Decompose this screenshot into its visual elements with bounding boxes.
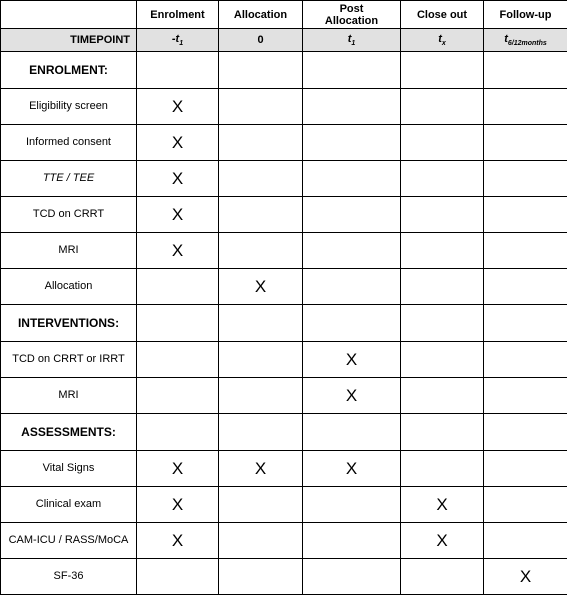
- activity-label: TTE / TEE: [1, 161, 137, 197]
- check-mark: X: [171, 530, 184, 550]
- section-header-row: [1, 52, 567, 89]
- check-mark: X: [436, 494, 448, 514]
- check-mark: X: [519, 566, 532, 586]
- cell-allocation: [219, 197, 303, 233]
- check-mark: X: [171, 458, 184, 478]
- cell-enrolment: [137, 451, 219, 487]
- timepoint-allocation: [219, 29, 303, 52]
- section-empty-cell: [303, 52, 401, 89]
- check-mark: X: [436, 530, 448, 550]
- cell-enrolment: [137, 378, 219, 414]
- header-allocation: Allocation: [219, 1, 303, 29]
- section-empty-cell: [484, 52, 567, 89]
- check-mark: X: [171, 132, 184, 152]
- column-header-row: [1, 1, 567, 29]
- activity-row: [1, 269, 567, 305]
- cell-follow-up: [484, 559, 567, 595]
- check-mark: X: [171, 204, 184, 224]
- timepoint-sub: 6/12months: [507, 40, 547, 48]
- activity-row: [1, 342, 567, 378]
- section-header-row: [1, 414, 567, 451]
- cell-enrolment: [137, 342, 219, 378]
- cell-allocation: [219, 559, 303, 595]
- cell-follow-up: [484, 487, 567, 523]
- timepoint-value: t: [504, 32, 508, 45]
- cell-follow-up: [484, 342, 567, 378]
- cell-allocation: [219, 523, 303, 559]
- timepoint-value: -t: [171, 32, 180, 45]
- activity-row: [1, 161, 567, 197]
- cell-enrolment: [137, 523, 219, 559]
- cell-post-allocation: [303, 559, 401, 595]
- activity-row: [1, 125, 567, 161]
- section-title: ASSESSMENTS:: [1, 414, 137, 451]
- timepoint-sub: 1: [179, 40, 184, 48]
- cell-allocation: [219, 125, 303, 161]
- cell-enrolment: [137, 125, 219, 161]
- check-mark: X: [171, 240, 184, 260]
- activity-label: TCD on CRRT or IRRT: [1, 342, 137, 378]
- check-mark: X: [345, 349, 358, 369]
- timepoint-post-allocation: [303, 29, 401, 52]
- table-body: [1, 1, 567, 595]
- cell-follow-up: [484, 451, 567, 487]
- cell-close-out: [401, 161, 484, 197]
- cell-close-out: [401, 559, 484, 595]
- cell-post-allocation: [303, 197, 401, 233]
- cell-follow-up: [484, 197, 567, 233]
- check-mark: X: [254, 276, 267, 296]
- section-empty-cell: [484, 414, 567, 451]
- activity-label: MRI: [1, 233, 137, 269]
- activity-row: [1, 197, 567, 233]
- cell-follow-up: [484, 378, 567, 414]
- cell-post-allocation: [303, 125, 401, 161]
- cell-close-out: [401, 269, 484, 305]
- check-mark: X: [171, 96, 184, 116]
- activity-row: [1, 487, 567, 523]
- section-title: INTERVENTIONS:: [1, 305, 137, 342]
- cell-close-out: [401, 451, 484, 487]
- section-empty-cell: [484, 305, 567, 342]
- activity-label: Vital Signs: [1, 451, 137, 487]
- cell-follow-up: [484, 161, 567, 197]
- cell-close-out: [401, 487, 484, 523]
- cell-post-allocation: [303, 161, 401, 197]
- timepoint-sub: x: [441, 40, 446, 48]
- activity-label: CAM-ICU / RASS/MoCA: [1, 523, 137, 559]
- activity-label: Clinical exam: [1, 487, 137, 523]
- cell-allocation: [219, 161, 303, 197]
- cell-follow-up: [484, 269, 567, 305]
- cell-allocation: [219, 342, 303, 378]
- cell-close-out: [401, 197, 484, 233]
- check-mark: X: [345, 385, 358, 405]
- activity-row: [1, 233, 567, 269]
- cell-enrolment: [137, 487, 219, 523]
- timepoint-enrolment: [137, 29, 219, 52]
- cell-close-out: [401, 233, 484, 269]
- section-empty-cell: [137, 305, 219, 342]
- cell-follow-up: [484, 523, 567, 559]
- section-empty-cell: [137, 52, 219, 89]
- activity-row: [1, 89, 567, 125]
- activity-label: SF-36: [1, 559, 137, 595]
- activity-row: [1, 523, 567, 559]
- section-empty-cell: [401, 305, 484, 342]
- section-empty-cell: [137, 414, 219, 451]
- activity-row: [1, 378, 567, 414]
- timepoint-close-out: [401, 29, 484, 52]
- cell-allocation: [219, 487, 303, 523]
- cell-close-out: [401, 342, 484, 378]
- cell-close-out: [401, 89, 484, 125]
- section-empty-cell: [401, 414, 484, 451]
- cell-post-allocation: [303, 89, 401, 125]
- cell-enrolment: [137, 233, 219, 269]
- header-post-allocation: [303, 1, 401, 29]
- check-mark: X: [171, 494, 184, 514]
- cell-post-allocation: [303, 269, 401, 305]
- header-close-out: Close out: [401, 1, 484, 29]
- cell-follow-up: [484, 89, 567, 125]
- activity-label: Allocation: [1, 269, 137, 305]
- timepoint-value: t: [438, 32, 442, 45]
- timepoint-sub: 1: [351, 40, 356, 48]
- timepoint-label: TIMEPOINT: [1, 29, 137, 52]
- cell-enrolment: [137, 197, 219, 233]
- cell-post-allocation: [303, 487, 401, 523]
- section-empty-cell: [303, 414, 401, 451]
- timepoint-value: 0: [257, 34, 264, 46]
- section-empty-cell: [219, 52, 303, 89]
- timepoint-row: [1, 29, 567, 52]
- cell-follow-up: [484, 125, 567, 161]
- cell-allocation: [219, 89, 303, 125]
- activity-row: [1, 559, 567, 595]
- activity-label: Informed consent: [1, 125, 137, 161]
- cell-allocation: [219, 451, 303, 487]
- timepoint-follow-up: [484, 29, 567, 52]
- cell-enrolment: [137, 269, 219, 305]
- cell-enrolment: [137, 559, 219, 595]
- cell-post-allocation: [303, 451, 401, 487]
- cell-post-allocation: [303, 342, 401, 378]
- activity-label: Eligibility screen: [1, 89, 137, 125]
- section-title: ENROLMENT:: [1, 52, 137, 89]
- header-follow-up: Follow-up: [484, 1, 567, 29]
- check-mark: X: [254, 458, 267, 478]
- cell-enrolment: [137, 89, 219, 125]
- timepoint-value: t: [347, 32, 352, 45]
- cell-allocation: [219, 378, 303, 414]
- check-mark: X: [345, 458, 358, 478]
- cell-allocation: [219, 269, 303, 305]
- header-enrolment: Enrolment: [137, 1, 219, 29]
- cell-close-out: [401, 378, 484, 414]
- cell-enrolment: [137, 161, 219, 197]
- cell-post-allocation: [303, 233, 401, 269]
- section-empty-cell: [303, 305, 401, 342]
- section-empty-cell: [219, 414, 303, 451]
- check-mark: X: [171, 168, 184, 188]
- cell-post-allocation: [303, 378, 401, 414]
- header-empty-cell: [1, 1, 137, 29]
- section-header-row: [1, 305, 567, 342]
- cell-follow-up: [484, 233, 567, 269]
- cell-close-out: [401, 125, 484, 161]
- section-empty-cell: [219, 305, 303, 342]
- section-empty-cell: [401, 52, 484, 89]
- header-post-line2: Allocation: [324, 14, 379, 27]
- header-post-line1: Post: [339, 2, 364, 15]
- cell-allocation: [219, 233, 303, 269]
- cell-close-out: [401, 523, 484, 559]
- activity-label: MRI: [1, 378, 137, 414]
- activity-row: [1, 451, 567, 487]
- activity-label: TCD on CRRT: [1, 197, 137, 233]
- cell-post-allocation: [303, 523, 401, 559]
